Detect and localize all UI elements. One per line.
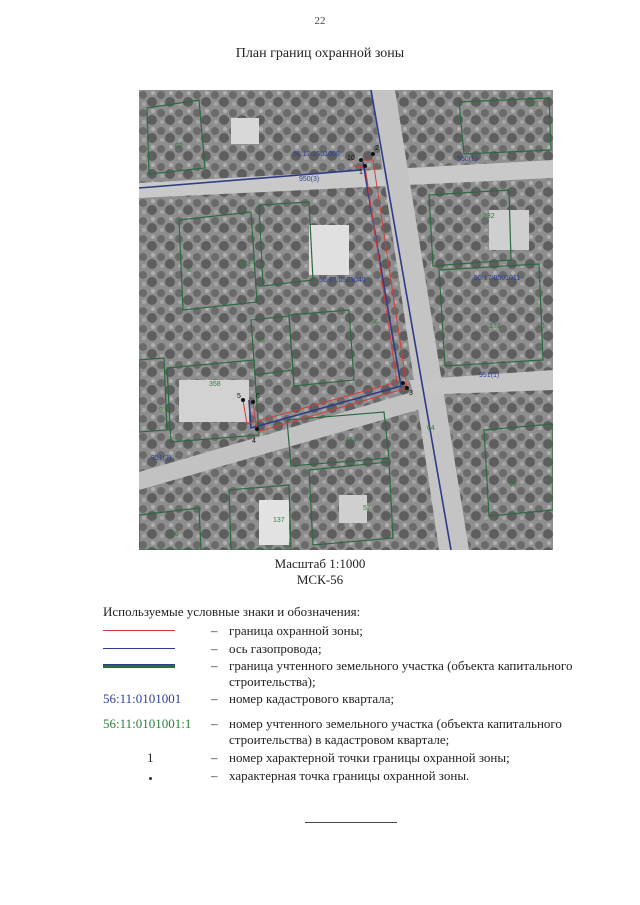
legend-dash: – <box>211 750 218 765</box>
legend-dash: – <box>211 691 218 706</box>
parcel-label: 136 <box>167 531 179 538</box>
legend-dash: – <box>211 768 218 783</box>
legend-symbol-parcel-code: 56:11:0101001:1 <box>103 716 192 731</box>
scale-label: Масштаб 1:1000 <box>274 556 366 571</box>
legend-title: Используемые условные знаки и обозначения: <box>103 604 361 619</box>
point-label: 1 <box>359 169 363 176</box>
parcel-label: 56 <box>509 481 517 488</box>
aerial-photo <box>139 90 553 550</box>
parcel-label: 57 <box>363 505 371 512</box>
street-label: 950(1) <box>457 156 478 163</box>
point-label: 6 <box>256 393 260 400</box>
parcel-label: 6 <box>187 267 191 274</box>
parcel-label: 16 <box>537 323 545 330</box>
parcel-label: 36 <box>371 319 379 326</box>
street-label: 951(1) <box>479 372 500 379</box>
scale-block <box>0 556 640 588</box>
parcel-label: 333 <box>239 261 251 268</box>
parcel-label: 358 <box>209 381 221 388</box>
map-view <box>139 90 553 550</box>
legend-description: номер характерной точки границы охранной зоны; <box>229 750 510 765</box>
page-title: План границ охранной зоны <box>235 46 405 61</box>
page-number: 22 <box>314 15 326 27</box>
signature-line <box>305 822 397 823</box>
street-label: 951(2) <box>151 455 172 462</box>
legend-description: граница охранной зоны; <box>229 623 363 638</box>
parcel-label: 137 <box>273 517 285 524</box>
parcel-label: 133 <box>489 323 501 330</box>
parcel-label: 55 <box>257 337 265 344</box>
quarter-label: 56:17:0501008 <box>293 151 340 158</box>
legend-description: характерная точка границы охранной зоны. <box>229 768 470 783</box>
quarter-label: 56:17:0501011 <box>474 275 521 282</box>
building <box>309 225 349 275</box>
map-canvas <box>139 90 553 550</box>
parcel-label: 62 <box>175 143 183 150</box>
legend-dash: – <box>211 716 218 731</box>
legend-description: номер кадастрового квартала; <box>229 691 395 706</box>
parcel-label: 64 <box>427 425 435 432</box>
building <box>489 210 529 250</box>
parcel-label: 9 <box>159 407 163 414</box>
point-label: 2 <box>375 145 379 152</box>
point-label: 3 <box>409 390 413 397</box>
point-label: 4 <box>252 438 256 445</box>
quarter-label: 56:17:0501040 <box>319 277 366 284</box>
street-label: 950(3) <box>299 176 320 183</box>
legend-description: номер учтенного земельного участка (объекта капитального строительства) в кадастровом квартале; <box>229 716 562 747</box>
legend-description: ось газопровода; <box>229 641 322 656</box>
legend-dash: – <box>211 623 218 638</box>
parcel-label: 484 <box>345 437 357 444</box>
parcel-label: 235 <box>527 101 539 108</box>
legend-dash: – <box>211 641 218 656</box>
coordinate-system-label: МСК-56 <box>296 572 344 587</box>
legend-dash: – <box>211 658 218 673</box>
legend-description: граница учтенного земельного участка (объекта капитального строительства); <box>229 658 573 689</box>
legend-point-number: 1 <box>147 750 154 765</box>
legend-symbol-quarter-code: 56:11:0101001 <box>103 691 182 706</box>
building <box>231 118 259 144</box>
point-label: 10 <box>347 155 355 162</box>
point-label: 5 <box>237 393 241 400</box>
parcel-label: 232 <box>483 213 495 220</box>
